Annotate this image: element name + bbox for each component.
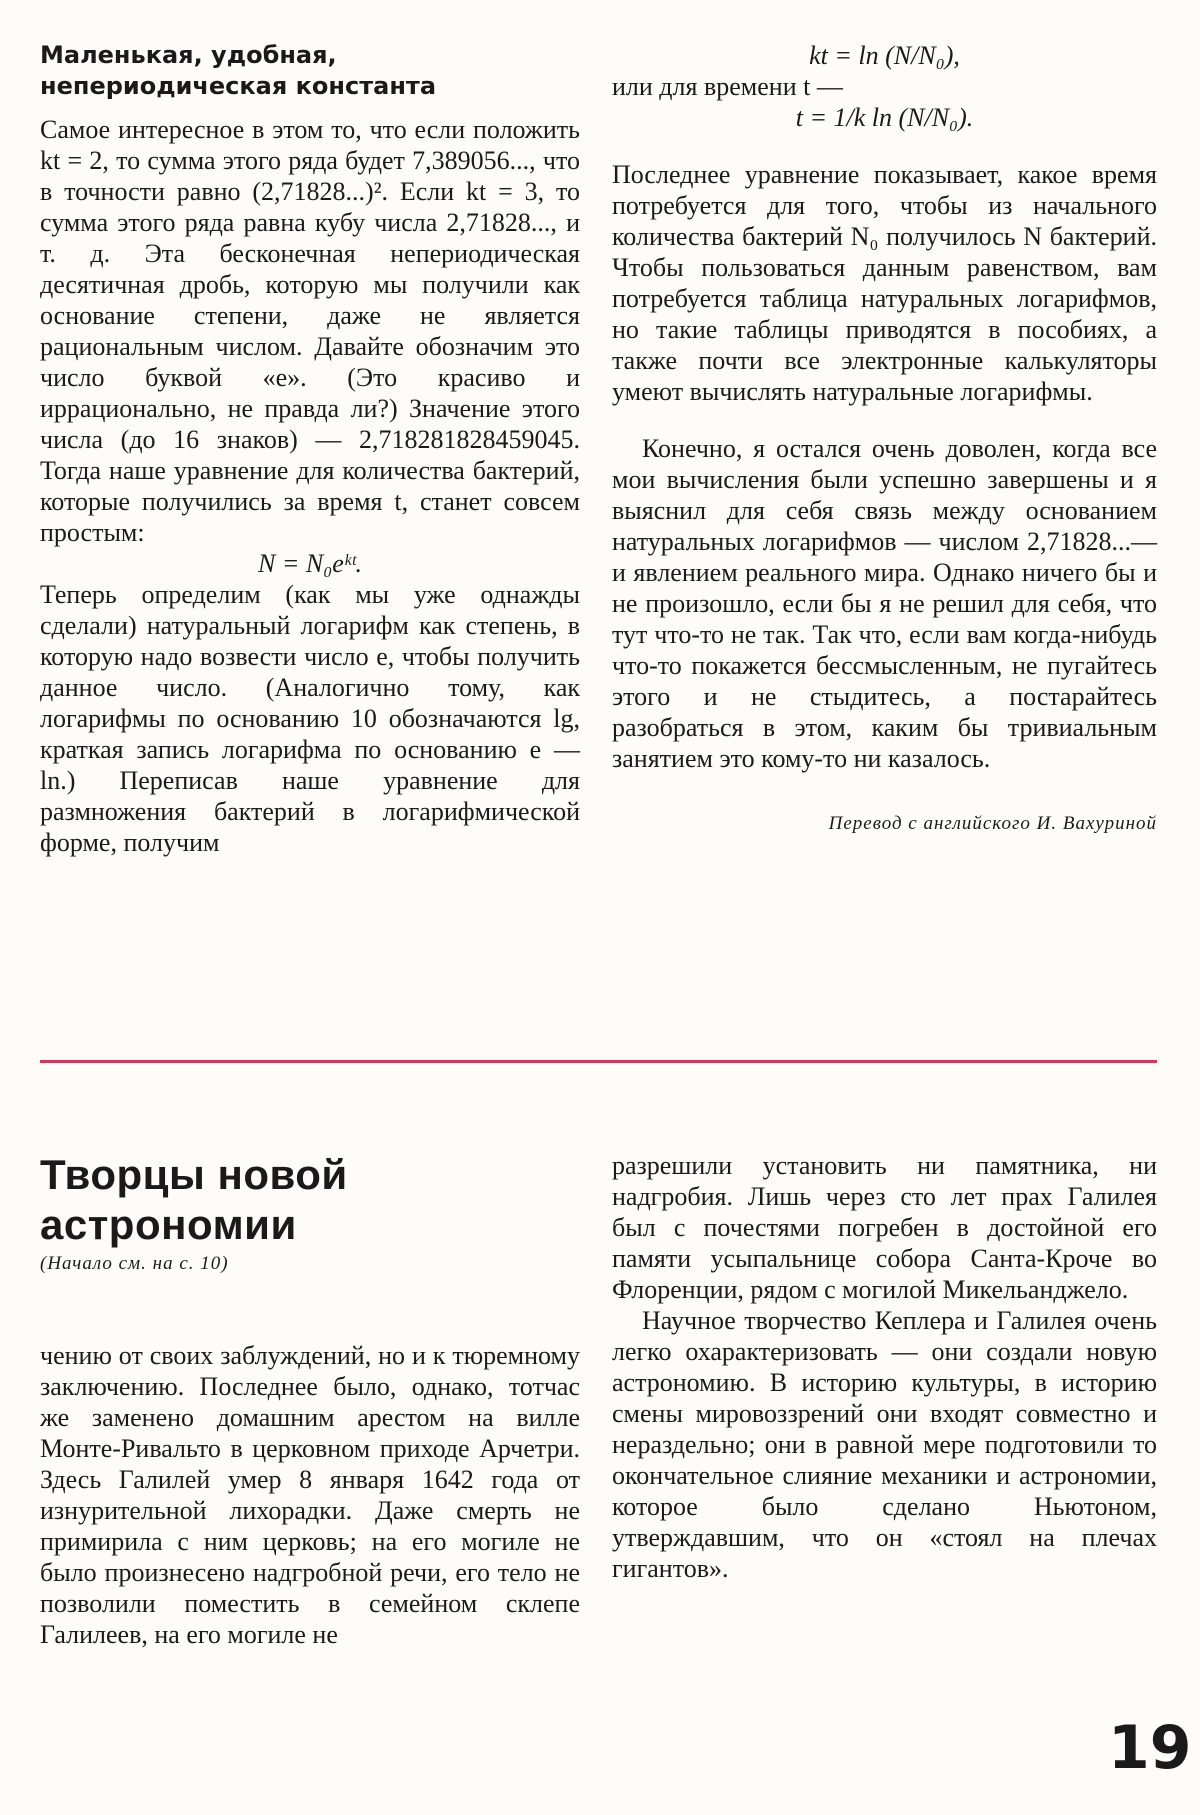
formula: N = N₀eᵏᵗ. bbox=[258, 549, 362, 578]
upper-right-column bbox=[612, 40, 1157, 839]
paragraph: Последнее уравнение показывает, какое время потребуется для того, чтобы из начального количества бактерий N₀ получилось N бактерий. Чтобы пользоваться данным равенством, вам потребуется таблица натуральных логарифмов, но такие таблицы приводятся в пособиях, а также почти все электронные калькуляторы умеют вычислять натуральные логарифмы. bbox=[612, 160, 1157, 406]
lower-left-column bbox=[40, 1340, 580, 1650]
article-title: Творцы новой астрономии bbox=[40, 1151, 348, 1248]
paragraph: Самое интересное в этом то, что если положить kt = 2, то сумма этого ряда будет 7,389056..., что в точности равно (2,71828...)². Если kt = 3, то сумма этого ряда равна кубу числа 2,71828..., и т. д. Эта бесконечная непериодическая десятичная дробь, которую мы получили как основание степени, даже не является рациональным числом. Давайте обозначим это число буквой «e». (Это красиво и иррационально, не правда ли?) Значение этого числа (до 16 знаков) — 2,718281828459045. Тогда наше уравнение для количества бактерий, которые получились за время t, станет совсем простым: bbox=[40, 115, 580, 547]
section-heading: Маленькая, удобная, непериодическая константа bbox=[40, 41, 437, 100]
paragraph: Научное творчество Кеплера и Галилея очень легко охарактеризовать — они создали новую астрономию. В историю культуры, в историю смены мировоззрений они входят совместно и нераздельно; они в равной мере подготовили то окончательное слияние механики и астрономии, которое было сделано Ньютоном, утверждавшим, что он «стоял на плечах гигантов». bbox=[612, 1306, 1157, 1583]
translation-credit: Перевод с английского И. Вахуриной bbox=[828, 813, 1157, 834]
formula: kt = ln (N/N₀), bbox=[809, 41, 960, 70]
paragraph: Теперь определим (как мы уже однажды сделали) натуральный логарифм как степень, в которую надо возвести число e, чтобы получить данное число. (Аналогично тому, как логарифмы по основанию 10 обозначаются lg, краткая запись логарифма по основанию e — ln.) Переписав наше уравнение для размножения бактерий в логарифмической форме, получим bbox=[40, 580, 580, 857]
paragraph: Конечно, я остался очень доволен, когда все мои вычисления были успешно завершены и я выяснил для себя связь между основанием натуральных логарифмов — числом 2,71828...— и явлением реального мира. Однако ничего бы и не произошло, если бы я не решил для себя, что тут что-то не так. Так что, если вам когда-нибудь что-то покажется бессмысленным, не пугайтесь этого и не стыдитесь, а постарайтесь разобраться в этом, каким бы тривиальным занятием это кому-то ни казалось. bbox=[612, 434, 1157, 773]
lower-right-column bbox=[612, 1150, 1157, 1584]
continued-note: (Начало см. на с. 10) bbox=[40, 1253, 229, 1274]
page-number: 19 bbox=[1108, 1713, 1192, 1783]
upper-left-column bbox=[40, 40, 580, 858]
section-divider bbox=[40, 1060, 1157, 1063]
formula-intro: или для времени t — bbox=[612, 72, 843, 101]
paragraph: чению от своих заблуждений, но и к тюремному заключению. Последнее было, однако, тотчас же заменено домашним арестом на вилле Монте-Ривальто в церковном приходе Арчетри. Здесь Галилей умер 8 января 1642 года от изнурительной лихорадки. Даже смерть не примирила с ним церковь; на его могиле не было произнесено надгробной речи, его тело не позволили поместить в семейном склепе Галилеев, на его могиле не bbox=[40, 1341, 580, 1649]
formula: t = 1/k ln (N/N₀). bbox=[795, 103, 974, 132]
paragraph: разрешили установить ни памятника, ни надгробия. Лишь через сто лет прах Галилея был с почестями погребен в достойной его памяти усыпальнице собора Санта-Кроче во Флоренции, рядом с могилой Микельанджело. bbox=[612, 1151, 1157, 1304]
